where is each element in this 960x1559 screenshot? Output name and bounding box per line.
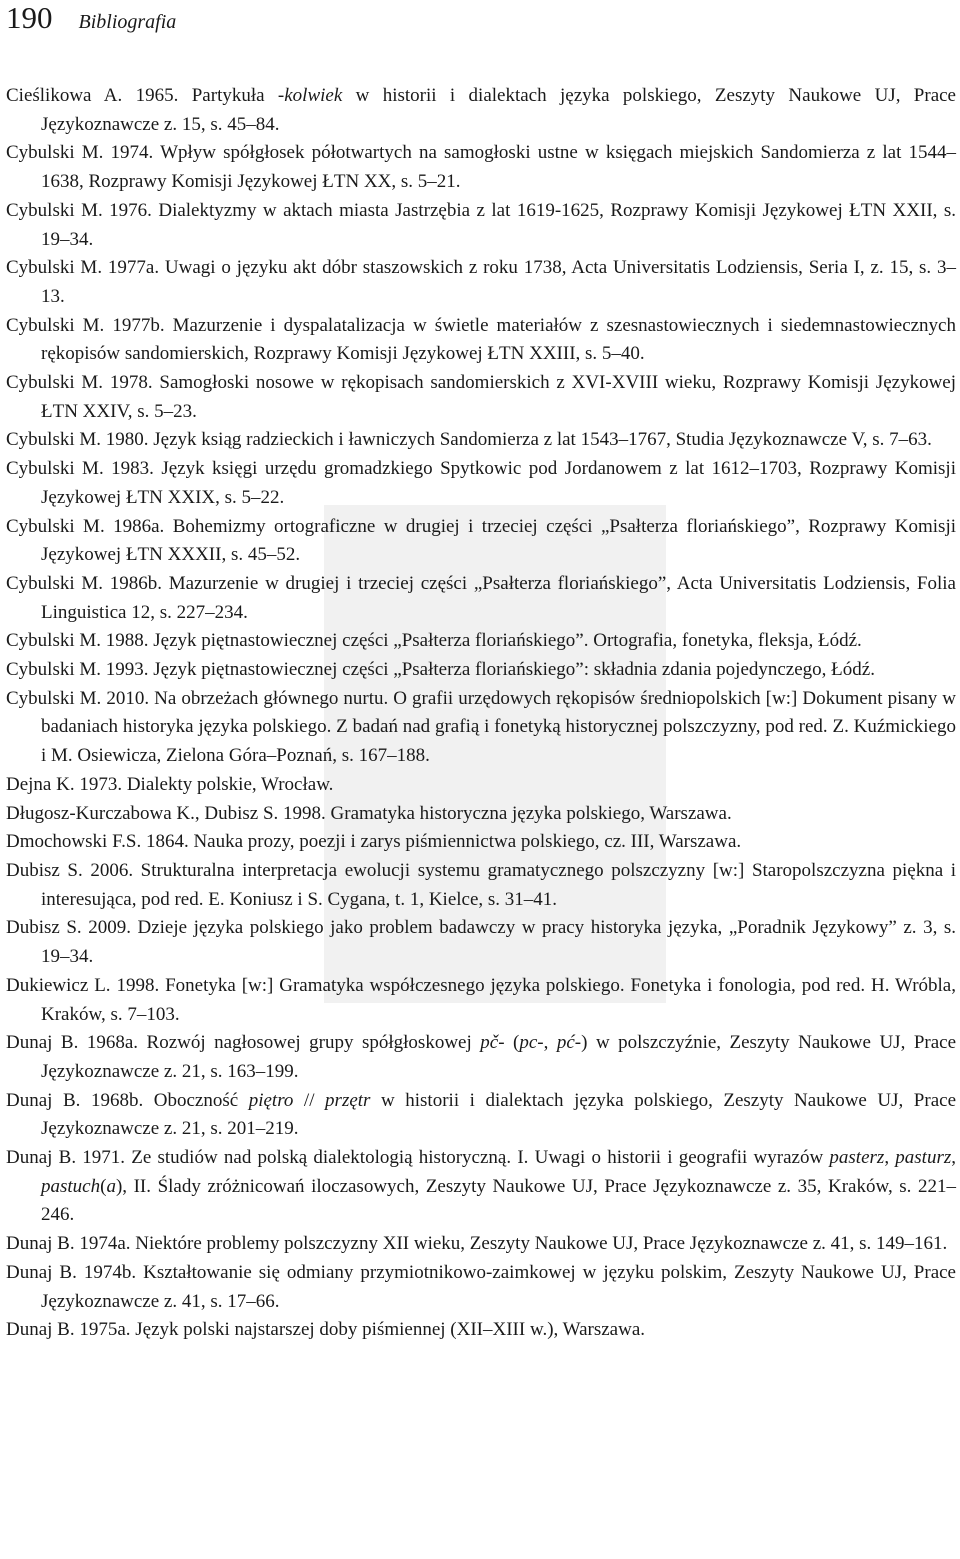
bibliography-entry [6, 627, 956, 656]
entry-text: ( [100, 1175, 107, 1197]
entry-text: Cybulski M. 1993. Język piętnastowiecznej części „Psałterza floriańskiego”: składnia zdania pojedynczego, Łódź. [6, 659, 875, 681]
bibliography-entry [6, 312, 956, 369]
entry-text: Cybulski M. 1974. Wpływ spółgłosek półotwartych na samogłoski ustne w księgach miejskich Sandomierza z lat 1544–1638, Rozprawy Komisji Językowej ŁTN XX, s. 5–21. [6, 142, 956, 193]
entry-text: Cybulski M. 1980. Język ksiąg radzieckich i ławniczych Sandomierza z lat 1543–1767, Studia Językoznawcze V, s. 7–63. [6, 429, 932, 451]
entry-text: Cybulski M. 1983. Język księgi urzędu gromadzkiego Spytkowic pod Jordanowem z lat 1612–1703, Rozprawy Komisji Językowej ŁTN XXIX, s. 5–22. [6, 458, 956, 508]
entry-text-italic: pć [556, 1032, 575, 1054]
entry-text: , [951, 1147, 956, 1169]
entry-text: Dubisz S. 2009. Dzieje języka polskiego jako problem badawczy w pracy historyka języka, „Poradnik Językowy” z. 3, s. 19–34. [6, 917, 956, 968]
entry-text: Dunaj B. 1974a. Niektóre problemy polszczyzny XII wieku, Zeszyty Naukowe UJ, Prace Językoznawcze z. 41, s. 149–161. [6, 1233, 948, 1255]
entry-text: Cybulski M. 1978. Samogłoski nosowe w rękopisach sandomierskich z XVI-XVIII wieku, Rozprawy Komisji Językowej ŁTN XXIV, s. 5–23. [6, 372, 956, 422]
entry-text: Dunaj B. 1975a. Język polski najstarszej doby piśmiennej (XII–XIII w.), Warszawa. [6, 1319, 646, 1341]
entry-text: Cybulski M. 1976. Dialektyzmy w aktach miasta Jastrzębia z lat 1619-1625, Rozprawy Komisji Językowej ŁTN XXII, s. 19–34. [6, 199, 956, 250]
entry-text: Cybulski M. 1986b. Mazurzenie w drugiej i trzeciej części „Psałterza floriańskiego”, Acta Universitatis Lodziensis, Folia Linguistica 12, s. 227–234. [6, 572, 956, 623]
bibliography-entry [6, 685, 956, 771]
entry-text-italic: przętr [325, 1089, 371, 1111]
bibliography-entry [6, 914, 956, 971]
bibliography-entry [6, 254, 956, 311]
entry-text-italic: pasturz [895, 1147, 952, 1169]
page-number: 190 [6, 0, 53, 35]
entry-text: Dunaj B. 1974b. Kształtowanie się odmiany przymiotnikowo-zaimkowej w języku polskim, Zeszyty Naukowe UJ, Prace Językoznawcze z. 41, s. 17–66. [6, 1261, 956, 1312]
entry-text: w historii i dialektach języka polskiego, Zeszyty Naukowe UJ, Prace Językoznawcze z. 15, s. 45–84. [41, 85, 956, 135]
entry-text: Dunaj B. 1968b. Oboczność [6, 1089, 249, 1111]
entry-text: -) w polszczyźnie, Zeszyty Naukowe UJ, Prace Językoznawcze z. 21, s. 163–199. [41, 1032, 957, 1082]
running-title: Bibliografia [78, 11, 177, 33]
bibliography-entry [6, 1259, 956, 1316]
entry-text: Dukiewicz L. 1998. Fonetyka [w:] Gramatyka współczesnego języka polskiego. Fonetyka i fonologia, pod red. H. Wróbla, Kraków, s. 7–103. [6, 974, 956, 1025]
bibliography-entry [6, 369, 956, 426]
entry-text: Dmochowski F.S. 1864. Nauka prozy, poezji i zarys piśmiennictwa polskiego, cz. III, Warszawa. [6, 831, 742, 853]
bibliography-entry [6, 656, 956, 685]
entry-text: Długosz-Kurczabowa K., Dubisz S. 1998. Gramatyka historyczna języka polskiego, Warszawa. [6, 802, 732, 824]
page-header [6, 0, 176, 36]
entry-text: ), II. Ślady zróżnicowań iloczasowych, Zeszyty Naukowe UJ, Prace Językoznawcze z. 35, Kraków, s. 221–246. [41, 1175, 956, 1226]
entry-text: Dunaj B. 1971. Ze studiów nad polską dialektologią historyczną. I. Uwagi o historii i geografii wyrazów [6, 1147, 830, 1169]
entry-text: , [884, 1147, 896, 1169]
entry-text: - ( [498, 1032, 520, 1054]
bibliography-entry [6, 1316, 956, 1345]
entry-text: Cybulski M. 1988. Język piętnastowiecznej części „Psałterza floriańskiego”. Ortografia, fonetyka, fleksja, Łódź. [6, 630, 862, 652]
bibliography-list [6, 82, 956, 1345]
entry-text: Dejna K. 1973. Dialekty polskie, Wrocław. [6, 773, 334, 795]
entry-text-italic: a [106, 1175, 116, 1197]
bibliography-entry [6, 857, 956, 914]
entry-text: Cybulski M. 1977b. Mazurzenie i dyspalatalizacja w świetle materiałów z szesnastowiecznych i siedemnastowiecznych rękopisów sandomierskich, Rozprawy Komisji Językowej ŁTN XXIII, s. 5–40. [6, 314, 956, 365]
entry-text-italic: kolwiek [284, 85, 343, 106]
bibliography-entry [6, 513, 956, 570]
entry-text: // [293, 1089, 326, 1111]
entry-text-italic: pc [519, 1032, 538, 1054]
entry-text: Dunaj B. 1968a. Rozwój nagłosowej grupy spółgłoskowej [6, 1032, 481, 1054]
bibliography-entry [6, 1144, 956, 1230]
bibliography-entry [6, 972, 956, 1029]
entry-text: w historii i dialektach języka polskiego, Zeszyty Naukowe UJ, Prace Językoznawcze z. 21, s. 201–219. [41, 1089, 957, 1140]
entry-text-italic: pasterz [829, 1147, 885, 1169]
entry-text: -, [537, 1032, 557, 1054]
entry-text: Dubisz S. 2006. Strukturalna interpretacja ewolucji systemu gramatycznego polszczyzny [w:] Staropolszczyzna piękna i interesująca, pod red. E. Koniusz i S. Cygana, t. 1, Kielce, s. 31–41. [6, 859, 956, 910]
bibliography-entry [6, 1029, 956, 1086]
bibliography-entry [6, 455, 956, 512]
entry-text: Cieślikowa A. 1965. Partykuła - [6, 85, 285, 106]
bibliography-entry [6, 139, 956, 196]
bibliography-entry [6, 197, 956, 254]
entry-text: Cybulski M. 2010. Na obrzeżach głównego nurtu. O grafii urzędowych rękopisów średniopolskich [w:] Dokument pisany w badaniach historyka języka polskiego. Z badań nad grafią i fonetyką historycznej polszczyzny, pod red. Z. Kuźmickiego i M. Osiewicza, Zielona Góra–Poznań, s. 167–188. [6, 687, 956, 767]
entry-text-italic: pč [480, 1032, 499, 1054]
bibliography-entry [6, 828, 956, 857]
bibliography-entry [6, 82, 956, 139]
bibliography-entry [6, 771, 956, 800]
bibliography-entry [6, 1087, 956, 1144]
entry-text-italic: pastuch [41, 1175, 101, 1197]
entry-text: Cybulski M. 1977a. Uwagi o języku akt dóbr staszowskich z roku 1738, Acta Universitatis Lodziensis, Seria I, z. 15, s. 3–13. [6, 257, 956, 307]
bibliography-entry [6, 570, 956, 627]
bibliography-entry [6, 1230, 956, 1259]
bibliography-entry [6, 426, 956, 455]
entry-text-italic: piętro [248, 1089, 294, 1111]
bibliography-entry [6, 800, 956, 829]
entry-text: Cybulski M. 1986a. Bohemizmy ortograficzne w drugiej i trzeciej części „Psałterza floriańskiego”, Rozprawy Komisji Językowej ŁTN XXXII, s. 45–52. [6, 515, 956, 566]
